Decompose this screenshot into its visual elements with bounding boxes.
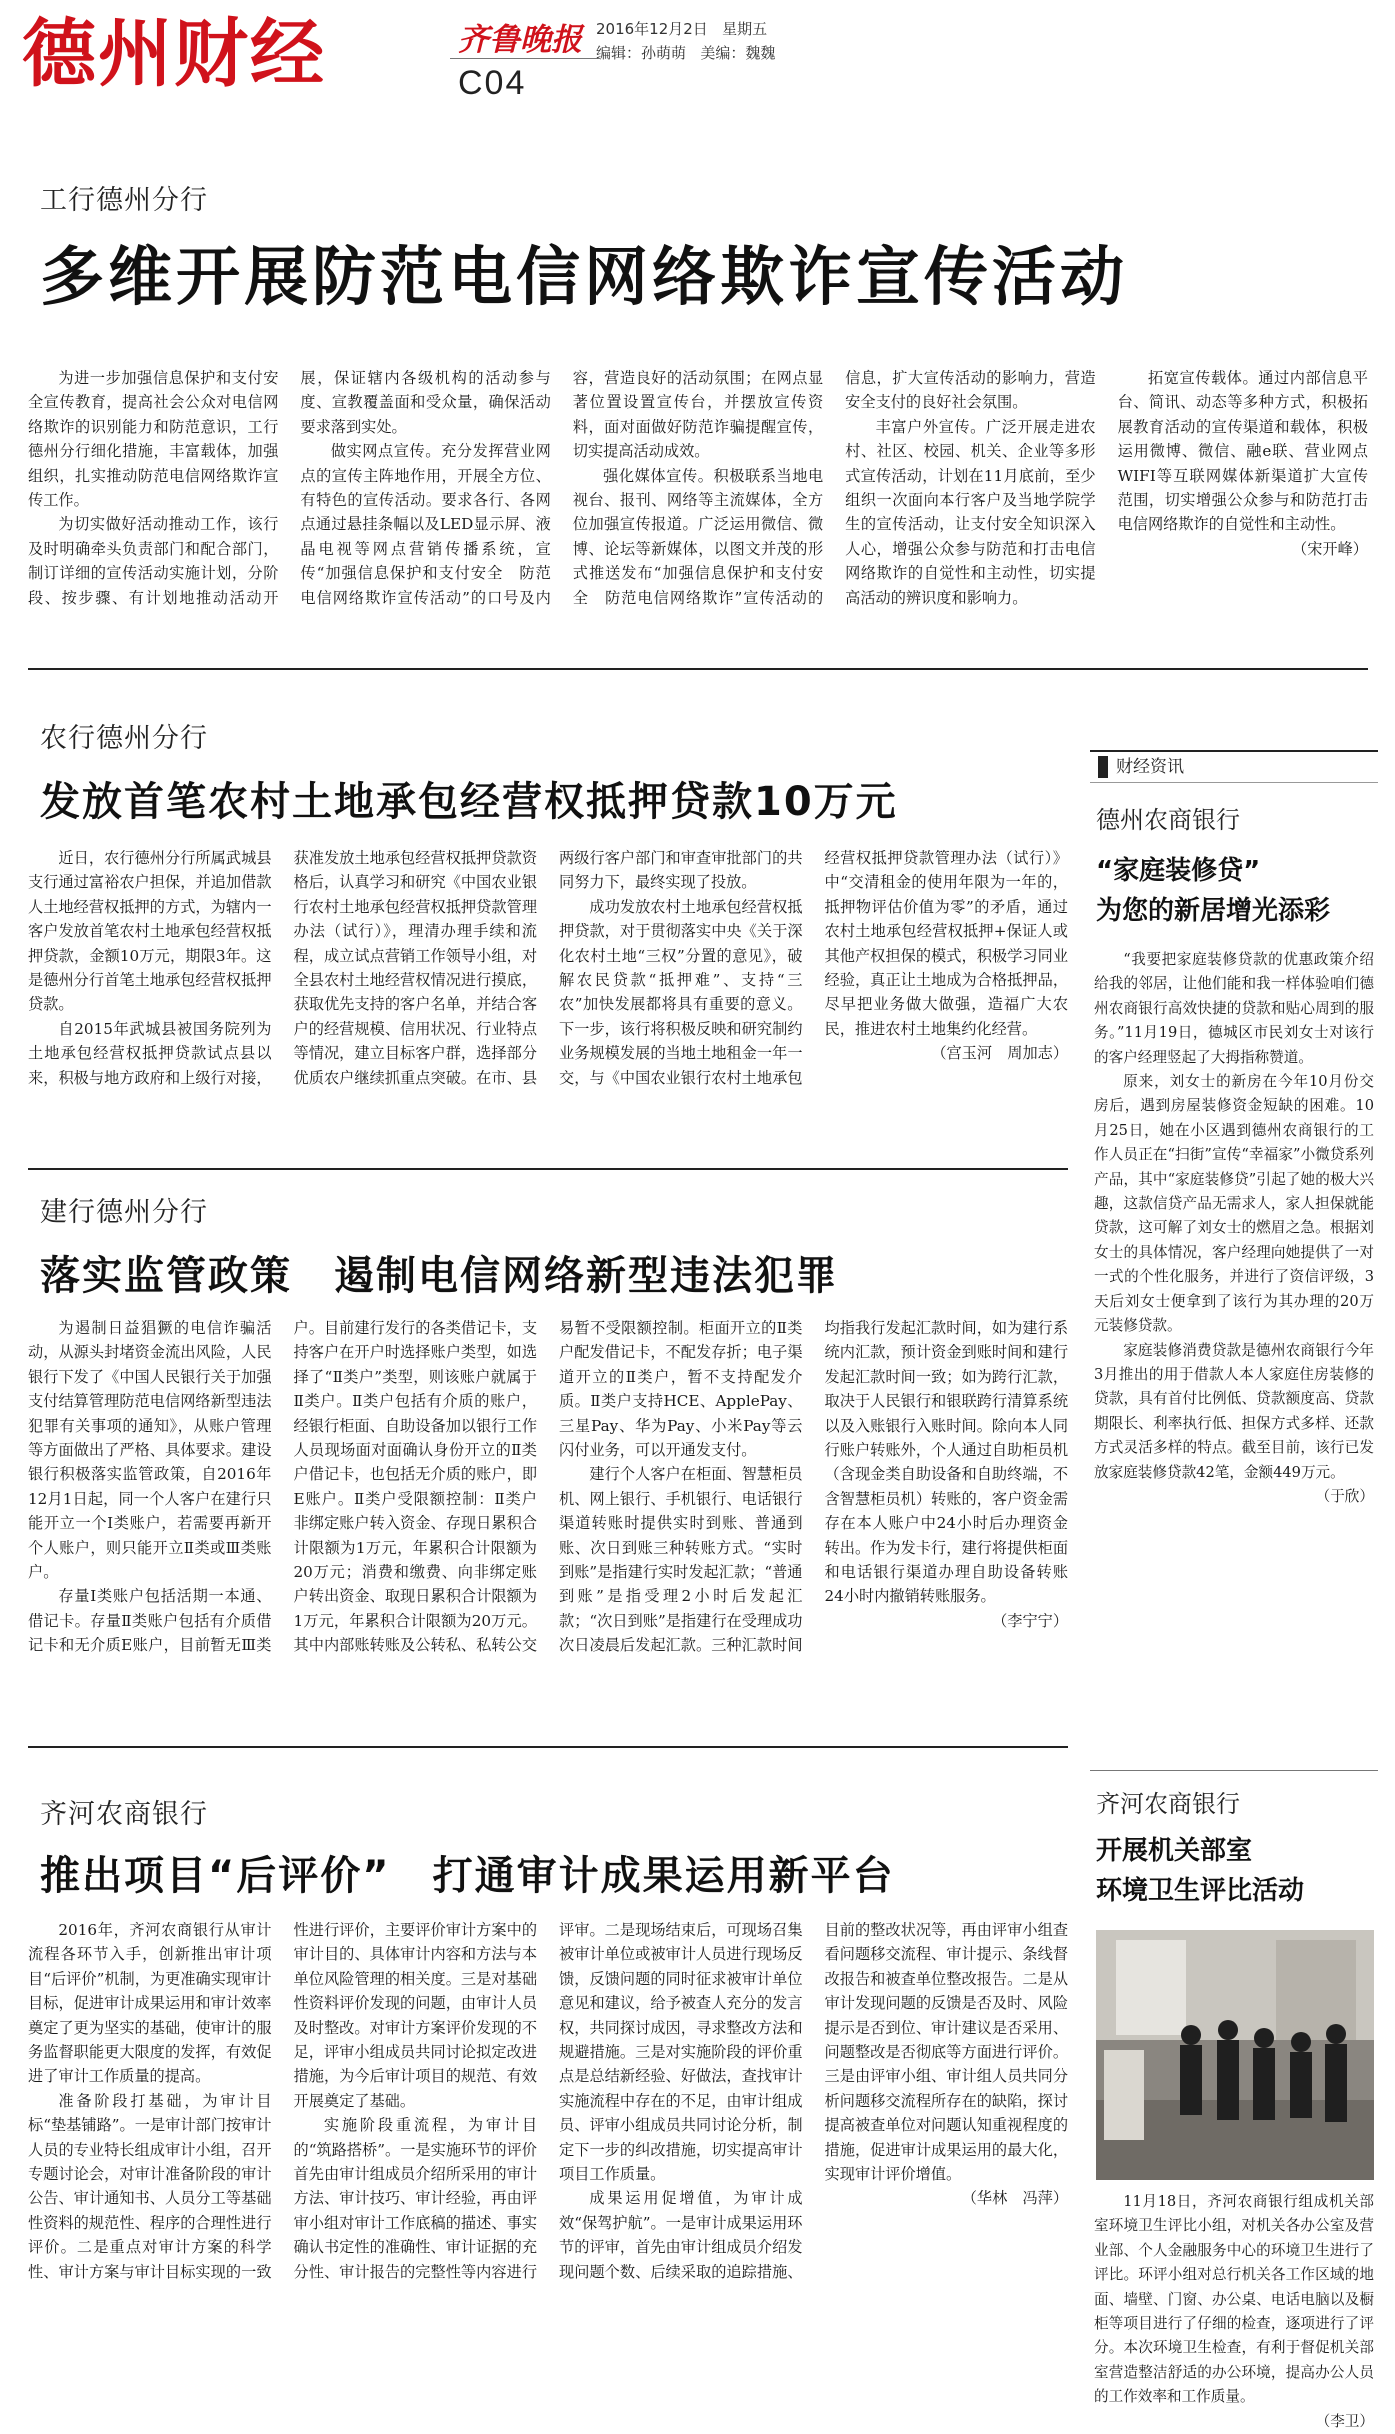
article3-signature: （李宁宁） bbox=[992, 1611, 1068, 1630]
article2-rule bbox=[28, 1168, 1068, 1170]
article4-body bbox=[28, 1918, 1068, 2382]
masthead bbox=[0, 0, 1395, 110]
article2-subtitle: 农行德州分行 bbox=[40, 723, 208, 754]
article5-paragraph: 家庭装修消费贷款是德州农商银行今年3月推出的用于借款人本人家庭住房装修的贷款，具有首付比例低、贷款额度高、贷款期限长、利率执行低、担保方式多样、还款方式灵活多样的特点。截至目前，该行已发放家庭装修贷款42笔，金额449万元。 bbox=[1094, 1341, 1374, 1481]
sidebar-header-marker bbox=[1098, 756, 1108, 778]
article1-paragraph: 丰富户外宣传。广泛开展走进农村、社区、校园、机关、企业等多形式宣传活动，计划在11月底前，至少组织一次面向本行客户及当地学院学生的宣传活动，让支付安全知识深入人心，增强公众参与防范和打击电信网络欺诈的自觉性和主动性，切实提高活动的辨识度和影响力。 bbox=[845, 417, 1096, 607]
article1-paragraph: 为进一步加强信息保护和支付安全宣传教育，提高社会公众对电信网络欺诈的识别能力和防范意识，工行德州分行细化措施，丰富载体，加强组织，扎实推动防范电信网络欺诈宣传工作。 bbox=[28, 369, 279, 510]
article6-title-line1: 开展机关部室 bbox=[1096, 1836, 1253, 1866]
issue-date: 2016年12月2日 bbox=[596, 20, 708, 38]
article5-subtitle: 德州农商银行 bbox=[1096, 806, 1240, 834]
article4-paragraph: 实施阶段重流程，为审计目的“筑路搭桥”。一是实施环节的评价首先由审计组成员介绍所采用的审计方法、审计技巧、审计经验，再由评审小组对审计工作底稿的描述、事实确认书定性的准确性、审计证据的充分性、审计报告的完整性等内容进行评审。二是现场结束后，可现场召集被审计单位或被审计人员进行现场反馈，反馈问题的同时征求被审计单位意见和建议，给予被查人充分的发言权，共同探讨成因，寻求整改方法和规避措施。三是对实施阶段的评价重点是总结新经验、好做法，查找审计实施流程中存在的不足，由审计组成员、评审小组成员共同讨论分析，制定下一步的纠改措施，切实提高审计项目工作质量。 bbox=[293, 1921, 803, 2281]
photo-office-inspection bbox=[1096, 1930, 1374, 2180]
article6-photo-caption: 11月18日，齐河农商银行组成机关部室环境卫生评比小组，对机关各办公室及营业部、个人金融服务中心的环境卫生进行了评比。环评小组对总行机关各工作区域的地面、墙壁、门窗、办公桌、电话电脑以及橱柜等项目进行了仔细的检查，逐项进行了评分。本次环境卫生检查，有利于督促机关部室营造整洁舒适的办公环境，提高办公人员的工作效率和工作质量。 bbox=[1094, 2193, 1374, 2406]
article1-paragraph: 拓宽宣传载体。通过内部信息平台、简讯、动态等多种方式，积极拓展教育活动的宣传渠道和载体，积极运用微博、微信、融e联、营业网点WIFI等互联网媒体新渠道扩大宣传范围，切实增强公众参与和防范打击电信网络欺诈的自觉性和主动性。 bbox=[1117, 369, 1368, 534]
article6-photo bbox=[1096, 1930, 1374, 2180]
article1-column bbox=[28, 366, 1368, 656]
article1-paragraph: 做实网点宣传。充分发挥营业网点的宣传主阵地作用，开展全方位、有特色的宣传活动。要求各行、各网点通过悬挂条幅以及LED显示屏、液晶电视等网点营销传播系统，宣传“加强信息保护和支付安全 防范电信网络欺诈宣传活动”的口号及内容，营造良好的活动氛围；在网点显著位置设置宣传台，并摆放宣传资料，面对面做好防范诈骗提醒宣传，切实提高活动成效。 bbox=[300, 369, 824, 607]
article2-column bbox=[28, 846, 1068, 1158]
sidebar-rule bbox=[1090, 1770, 1378, 1771]
paper-logo: 齐鲁晚报 bbox=[458, 22, 582, 58]
article4-title: 推出项目“后评价” 打通审计成果运用新平台 bbox=[40, 1853, 895, 1899]
article3-title: 落实监管政策 遏制电信网络新型违法犯罪 bbox=[40, 1253, 838, 1299]
article2-paragraph: 成功发放农村土地承包经营权抵押贷款，对于贯彻落实中央《关于深化农村土地“三权”分置的意见》，破解农民贷款“抵押难”、支持“三农”加快发展都将具有重要的意义。下一步，该行将积极反映和研究制约业务规模发展的当地土地租金一年一交，与《中国农业银行农村土地承包经营权抵押贷款管理办法（试行）》中“交清租金的使用年限为一年的，抵押物评估价值为零”的矛盾，通过农村土地承包经营权抵押+保证人或其他产权担保的模式，积极学习同业经验，真正让土地成为合格抵押品，尽早把业务做大做强，造福广大农民，推进农村土地集约化经营。 bbox=[559, 849, 1068, 1087]
sidebar bbox=[1090, 740, 1378, 2430]
article1-paragraph: 为切实做好活动推动工作，该行及时明确牵头负责部门和配合部门，制订详细的宣传活动实施计划，分阶段、按步骤、有计划地推动活动开展，保证辖内各级机构的活动参与度、宣教覆盖面和受众量，确保活动要求落到实处。 bbox=[28, 369, 551, 607]
article1-rule bbox=[28, 668, 1368, 670]
section-title: 德州财经 bbox=[22, 11, 326, 97]
article4-subtitle: 齐河农商银行 bbox=[40, 1799, 208, 1830]
article3-subtitle: 建行德州分行 bbox=[40, 1197, 208, 1228]
article6-title-line2: 环境卫生评比活动 bbox=[1096, 1876, 1305, 1906]
article4-paragraph: 2016年，齐河农商银行从审计流程各环节入手，创新推出审计项目“后评价”机制，为更准确实现审计目标，促进审计成果运用和审计效率奠定了更为坚实的基础，使审计的服务监督职能更大限度的发挥，有效促进了审计工作质量的提高。 bbox=[28, 1921, 272, 2086]
article1-title: 多维开展防范电信网络欺诈宣传活动 bbox=[40, 241, 1128, 315]
article3-body bbox=[28, 1316, 1068, 1734]
article1-body bbox=[28, 366, 1368, 656]
article3-column bbox=[28, 1316, 1068, 1734]
article4-signature: （华林 冯萍） bbox=[961, 2189, 1068, 2208]
article5-title-line1: “家庭装修贷” bbox=[1096, 856, 1261, 886]
article6-subtitle: 齐河农商银行 bbox=[1096, 1790, 1240, 1818]
article6-signature: （李卫） bbox=[1315, 2412, 1374, 2430]
article1-paragraph: 强化媒体宣传。积极联系当地电视台、报刊、网络等主流媒体，全方位加强宣传报道。广泛运用微信、微博、论坛等新媒体，以图文并茂的形式推送发布“加强信息保护和支付安全 防范电信网络欺诈”宣传活动的信息，扩大宣传活动的影响力，营造安全支付的良好社会氛围。 bbox=[572, 369, 1096, 607]
article2-paragraph: 近日，农行德州分行所属武城县支行通过富裕农户担保，并追加借款人土地经营权抵押的方式，为辖内一客户发放首笔农村土地承包经营权抵押贷款，金额10万元，期限3年。这是德州分行首笔土地承包经营权抵押贷款。 bbox=[28, 849, 272, 1014]
article6-body bbox=[1094, 2190, 1374, 2430]
article5-body bbox=[1094, 948, 1374, 1768]
date-line bbox=[596, 18, 767, 39]
sidebar-column-label: 财经资讯 bbox=[1116, 757, 1184, 777]
article4-column bbox=[28, 1918, 1068, 2382]
article4-paragraph: 准备阶段打基础，为审计目标“垫基铺路”。一是审计部门按审计人员的专业特长组成审计小组，召开专题讨论会，对审计准备阶段的审计公告、审计通知书、人员分工等基础性资料的规范性、程序的合理性进行评价。二是重点对审计方案的科学性、审计方案与审计目标实现的一致性进行评价，主要评价审计方案中的审计目的、具体审计内容和方法与本单位风险管理的相关度。三是对基础性资料评价发现的问题，由审计人员及时整改。对审计方案评价发现的不足，评审小组成员共同讨论拟定改进措施，为今后审计项目的规范、有效开展奠定了基础。 bbox=[28, 1921, 537, 2281]
article3-paragraph: 为遏制日益猖獗的电信诈骗活动，从源头封堵资金流出风险，人民银行下发了《中国人民银行关于加强支付结算管理防范电信网络新型违法犯罪有关事项的通知》，从账户管理等方面做出了严格、具体要求。建设银行积极落实监管政策，自2016年12月1日起，同一个人客户在建行只能开立一个Ⅰ类账户，若需要再新开个人账户，则只能开立Ⅱ类或Ⅲ类账户。 bbox=[28, 1319, 272, 1582]
article5-paragraph: “我要把家庭装修贷款的优惠政策介绍给我的邻居，让他们能和我一样体验咱们德州农商银行高效快捷的贷款和贴心周到的服务。”11月19日，德城区市民刘女士对该行的客户经理竖起了大拇指称赞道。 bbox=[1094, 951, 1374, 1066]
article3-paragraph: 建行个人客户在柜面、智慧柜员机、网上银行、手机银行、电话银行渠道转账时提供实时到账、普通到账、次日到账三种转账方式。“实时到账”是指建行实时发起汇款；“普通到账”是指受理2小时后发起汇款；“次日到账”是指建行在受理成功次日凌晨后发起汇款。三种汇款时间均指我行发起汇款时间，如为建行系统内汇款，预计资金到账时间和建行发起汇款时间一致；如为跨行汇款，取决于人民银行和银联跨行清算系统以及入账银行入账时间。除向本人同行账户转账外，个人通过自助柜员机（含现金类自助设备和自助终端，不含智慧柜员机）转账的，客户资金需存在本人账户中24小时后办理资金转出。作为发卡行，建行将提供柜面和电话银行渠道办理自助设备转账24小时内撤销转账服务。 bbox=[559, 1319, 1068, 1655]
masthead-divider bbox=[450, 58, 600, 59]
article2-title: 发放首笔农村土地承包经营权抵押贷款10万元 bbox=[40, 779, 898, 825]
page-code: C04 bbox=[458, 64, 527, 102]
article5-signature: （于欣） bbox=[1315, 1487, 1374, 1505]
sidebar-header bbox=[1090, 750, 1378, 783]
article2-signature: （宫玉河 周加志） bbox=[931, 1044, 1068, 1063]
credits-line bbox=[596, 42, 775, 63]
designer-credit: 美编：魏魏 bbox=[700, 44, 776, 62]
article3-rule bbox=[28, 1746, 1068, 1748]
article2-paragraph: 自2015年武城县被国务院列为土地承包经营权抵押贷款试点县以来，积极与地方政府和上级行对接，获准发放土地承包经营权抵押贷款资格后，认真学习和研究《中国农业银行农村土地承包经营权抵押贷款管理办法（试行）》，理清办理手续和流程，成立试点营销工作领导小组，对全县农村土地经营权情况进行摸底，获取优先支持的客户名单，并结合客户的经营规模、信用状况、行业特点等情况，建立目标客户群，选择部分优质农户继续抓重点突破。在市、县两级行客户部门和审查审批部门的共同努力下，最终实现了投放。 bbox=[28, 849, 803, 1087]
article1-signature: （宋开峰） bbox=[1292, 539, 1368, 558]
editor-credit: 编辑：孙萌萌 bbox=[596, 44, 687, 62]
article1-subtitle: 工行德州分行 bbox=[40, 185, 208, 216]
article2-body bbox=[28, 846, 1068, 1158]
issue-weekday: 星期五 bbox=[722, 20, 768, 38]
article4-paragraph: 成果运用促增值，为审计成效“保驾护航”。一是审计成果运用环节的评审，首先由审计组成员介绍发现问题个数、后续采取的追踪措施、目前的整改状况等，再由评审小组查看问题移交流程、审计提示、条线督改报告和被查单位整改报告。二是从审计发现问题的反馈是否及时、风险提示是否到位、审计建议是否采用、问题整改是否彻底等方面进行评价。三是由评审小组、审计组人员共同分析问题移交流程所存在的缺陷，探讨提高被查单位对问题认知重视程度的措施，促进审计成果运用的最大化，实现审计评价增值。 bbox=[559, 1921, 1068, 2281]
article3-paragraph: 存量Ⅰ类账户包括活期一本通、借记卡。存量Ⅱ类账户包括有介质借记卡和无介质E账户，目前暂无Ⅲ类户。目前建行发行的各类借记卡，支持客户在开户时选择账户类型，如选择了“Ⅱ类户”类型，则该账户就属于Ⅱ类户。Ⅱ类户包括有介质的账户，经银行柜面、自助设备加以银行工作人员现场面对面确认身份开立的Ⅱ类户借记卡，也包括无介质的账户，即E账户。Ⅱ类户受限额控制：Ⅱ类户非绑定账户转入资金、存现日累积合计限额为1万元，年累积合计限额为20万元；消费和缴费、向非绑定账户转出资金、取现日累积合计限额为1万元，年累积合计限额为20万元。其中内部账转账及公转私、私转公交易暂不受限额控制。柜面开立的Ⅱ类户配发借记卡，不配发存折；电子渠道开立的Ⅱ类户，暂不支持配发介质。Ⅱ类户支持HCE、ApplePay、三星Pay、华为Pay、小米Pay等云闪付业务，可以开通发支付。 bbox=[28, 1319, 803, 1655]
article5-title-line2: 为您的新居增光添彩 bbox=[1096, 896, 1331, 926]
article5-paragraph: 原来，刘女士的新房在今年10月份交房后，遇到房屋装修资金短缺的困难。10月25日，她在小区遇到德州农商银行的工作人员正在“扫街”宣传“幸福家”小微贷系列产品，其中“家庭装修贷”引起了她的极大兴趣，这款信贷产品无需求人，家人担保就能贷款，这可解了刘女士的燃眉之急。根据刘女士的具体情况，客户经理向她提供了一对一式的个性化服务，并进行了资信评级，3天后刘女士便拿到了该行为其办理的20万元装修贷款。 bbox=[1094, 1073, 1374, 1335]
